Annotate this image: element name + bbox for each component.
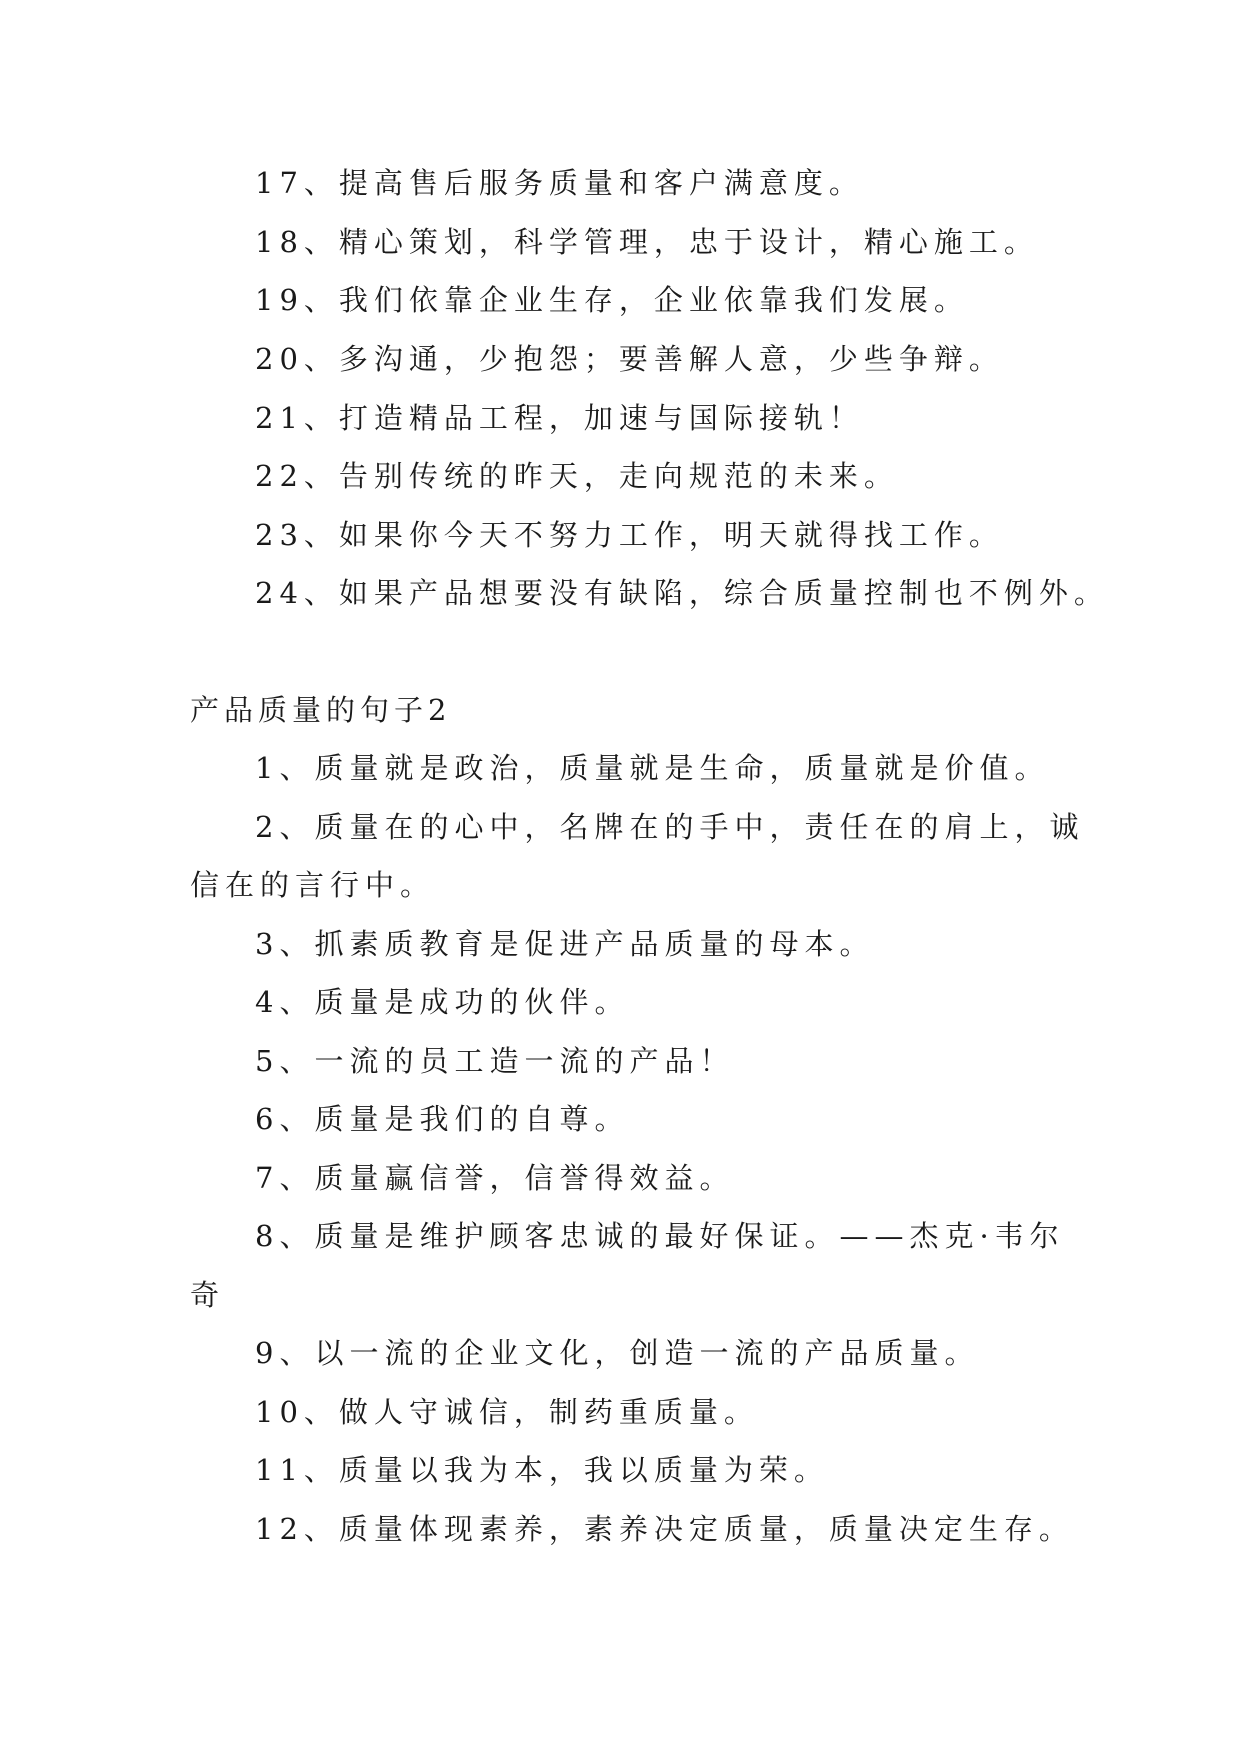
list-item-9: 9、以一流的企业文化，创造一流的产品质量。 [255,1336,980,1370]
list-item-5: 5、一流的员工造一流的产品！ [255,1044,735,1078]
list-item-18: 18、精心策划，科学管理，忠于设计，精心施工。 [255,225,1039,259]
list-item-19: 19、我们依靠企业生存，企业依靠我们发展。 [255,283,969,317]
list-item-2-line-2: 信在的言行中。 [190,868,436,902]
list-item-24: 24、如果产品想要没有缺陷，综合质量控制也不例外。 [255,576,1109,610]
section-title: 产品质量的句子2 [190,693,452,727]
list-item-2-line-1: 2、质量在的心中，名牌在的手中，责任在的肩上，诚 [255,810,1085,844]
list-item-21: 21、打造精品工程，加速与国际接轨！ [255,401,864,435]
list-item-23: 23、如果你今天不努力工作，明天就得找工作。 [255,518,1004,552]
list-item-3: 3、抓素质教育是促进产品质量的母本。 [255,927,875,961]
list-item-7: 7、质量赢信誉，信誉得效益。 [255,1161,735,1195]
list-item-11: 11、质量以我为本，我以质量为荣。 [255,1453,829,1487]
list-item-12: 12、质量体现素养，素养决定质量，质量决定生存。 [255,1512,1074,1546]
list-item-10: 10、做人守诚信，制药重质量。 [255,1395,759,1429]
list-item-4: 4、质量是成功的伙伴。 [255,985,630,1019]
list-item-17: 17、提高售后服务质量和客户满意度。 [255,166,864,200]
list-item-8-line-2: 奇 [190,1278,226,1312]
list-item-1: 1、质量就是政治，质量就是生命，质量就是价值。 [255,751,1050,785]
list-item-20: 20、多沟通，少抱怨；要善解人意，少些争辩。 [255,342,1004,376]
list-item-6: 6、质量是我们的自尊。 [255,1102,630,1136]
list-item-8-line-1: 8、质量是维护顾客忠诚的最好保证。——杰克·韦尔 [255,1219,1065,1253]
list-item-22: 22、告别传统的昨天，走向规范的未来。 [255,459,899,493]
